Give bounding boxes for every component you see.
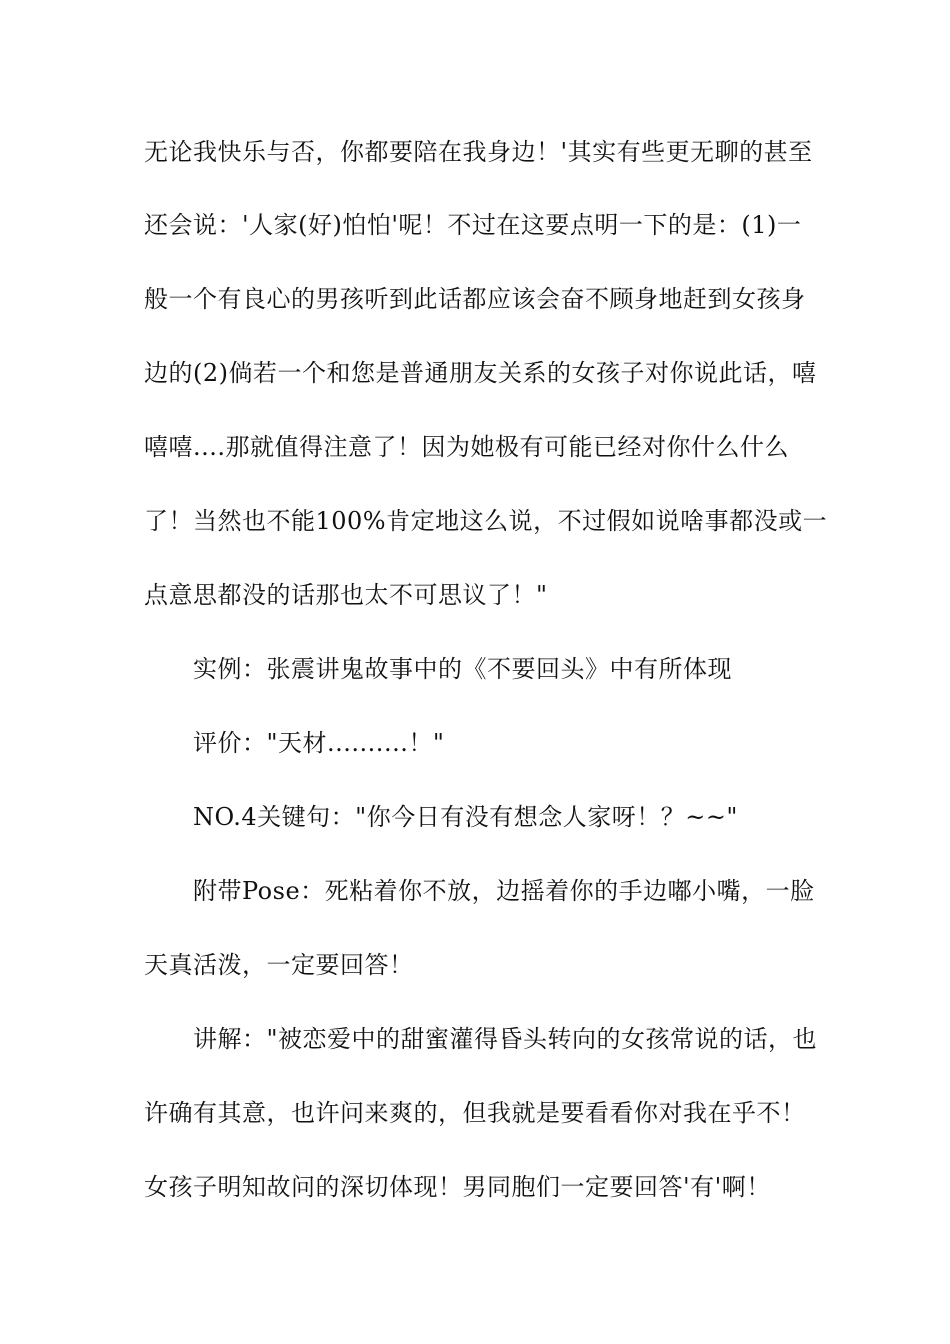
text-line: 般一个有良心的男孩听到此话都应该会奋不顾身地赶到女孩身 [144, 285, 806, 313]
example-paragraph: 实例：张震讲鬼故事中的《不要回头》中有所体现 [193, 655, 732, 683]
text-line: 边的(2)倘若一个和您是普通朋友关系的女孩子对你说此话，嘻 [144, 359, 817, 387]
explanation-paragraph: 讲解："被恋爱中的甜蜜灌得昏头转向的女孩常说的话，也 [193, 1025, 818, 1053]
text-line: 女孩子明知故问的深切体现！男同胞们一定要回答'有'啊！ [144, 1173, 771, 1201]
text-line: 嘻嘻....那就值得注意了！因为她极有可能已经对你什么什么 [144, 433, 790, 461]
text-line: 天真活泼，一定要回答！ [144, 951, 414, 979]
pose-paragraph: 附带Pose：死粘着你不放，边摇着你的手边嘟小嘴，一脸 [193, 877, 815, 905]
text-line: 了！当然也不能100%肯定地这么说，不过假如说啥事都没或一 [144, 507, 828, 535]
text-line: 点意思都没的话那也太不可思议了！" [144, 581, 548, 609]
evaluation-paragraph: 评价："天材..........！" [193, 729, 445, 757]
key-phrase-heading: NO.4关键句："你今日有没有想念人家呀！？~~" [193, 803, 738, 831]
text-line: 许确有其意，也许问来爽的，但我就是要看看你对我在乎不！ [144, 1099, 806, 1127]
text-line: 无论我快乐与否，你都要陪在我身边！'其实有些更无聊的甚至 [144, 138, 813, 166]
text-line: 还会说：'人家(好)怕怕'呢！不过在这要点明一下的是：(1)一 [144, 211, 802, 239]
